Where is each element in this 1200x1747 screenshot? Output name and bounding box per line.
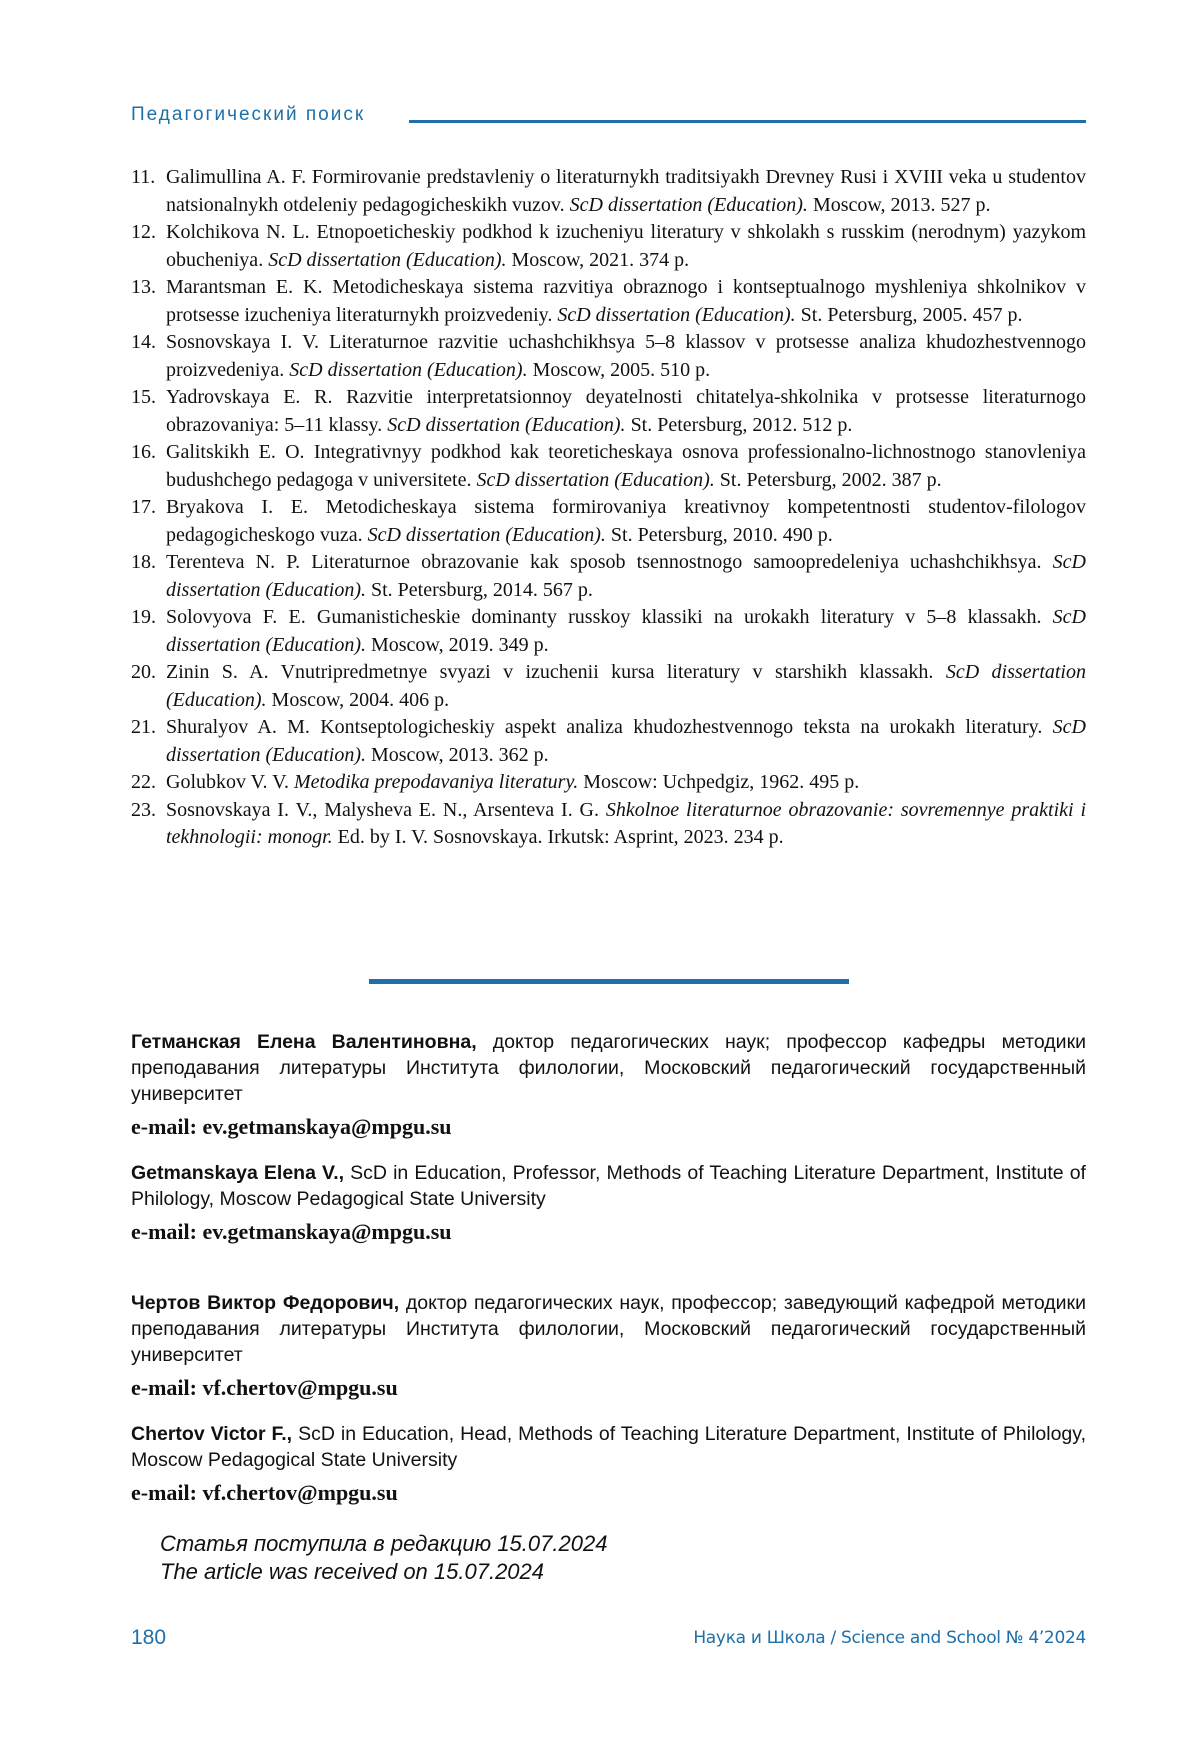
reference-number: 16. (131, 441, 156, 463)
reference-publication: St. Petersburg, 2002. 387 p. (714, 468, 942, 491)
reference-number: 19. (131, 606, 156, 628)
reference-source: ScD dissertation (Education). (557, 303, 796, 326)
reference-publication: Moscow, 2021. 374 p. (506, 248, 690, 271)
reference-authors-title: Bryakova I. E. Metodicheskaya sistema formirovaniya kreativnoy kompetentnosti studentov-filologov pedagogicheskogo vuza. (166, 496, 1086, 546)
reference-item (131, 797, 1086, 852)
page-number: 180 (131, 1626, 167, 1649)
reference-authors-title: Terenteva N. P. Literaturnoe obrazovanie kak sposob tsennostnogo samoopredeleniya uchashchikhsya. (166, 551, 1053, 573)
received-date-note (160, 1530, 607, 1586)
journal-section-title: Педагогический поиск (131, 104, 366, 125)
reference-source: ScD dissertation (Education). (367, 523, 606, 546)
reference-authors-title: Golubkov V. V. (166, 771, 295, 793)
reference-authors-title: Marantsman E. K. Metodicheskaya sistema razvitiya obraznogo i kontseptualnogo myshleniya shkolnikov v protsesse izucheniya literaturnykh proizvedeniy. (166, 276, 1086, 326)
reference-source: ScD dissertation (Education). (166, 551, 1086, 601)
reference-item (131, 439, 1086, 494)
reference-publication: Moscow, 2004. 406 p. (266, 688, 450, 711)
author-email: e-mail: ev.getmanskaya@mpgu.su (131, 1114, 452, 1139)
reference-source: Metodika prepodavaniya literatury. (294, 771, 579, 793)
reference-source: ScD dissertation (Education). (289, 358, 528, 381)
reference-authors-title: Solovyova F. E. Gumanisticheskie dominanty russkoy klassiki na urokakh literatury v 5–8 klassakh. (166, 606, 1053, 628)
reference-item (131, 549, 1086, 604)
reference-item (131, 219, 1086, 274)
reference-authors-title: Kolchikova N. L. Etnopoeticheskiy podkhod k izucheniyu literatury v shkolakh s russkim (nerodnym) yazykom obucheniya. (166, 221, 1086, 271)
reference-publication: St. Petersburg, 2010. 490 p. (605, 523, 833, 546)
reference-publication: Moscow, 2013. 527 p. (807, 193, 991, 216)
author-info-getmanskaya-ru (131, 1029, 1086, 1141)
author-description (131, 1029, 1086, 1107)
reference-source: ScD dissertation (Education). (387, 413, 626, 436)
reference-authors-title: Yadrovskaya E. R. Razvitie interpretatsionnoy deyatelnosti chitatelya-shkolnika v protsesse literaturnogo obrazovaniya: 5–11 klassy. (166, 386, 1086, 436)
reference-publication: Moscow, 2019. 349 p. (365, 633, 549, 656)
reference-publication: Moscow: Uchpedgiz, 1962. 495 p. (578, 771, 860, 793)
author-affiliation: доктор педагогических наук, профессор; заведующий кафедрой методики преподавания литературы Института филологии, Московский педагогический государственный университет (131, 1292, 1086, 1366)
reference-publication: Moscow, 2005. 510 p. (527, 358, 711, 381)
reference-number: 11. (131, 166, 156, 188)
reference-source: ScD dissertation (Education). (476, 468, 715, 491)
reference-item (131, 384, 1086, 439)
running-header (131, 104, 1086, 128)
reference-publication: St. Petersburg, 2014. 567 p. (365, 578, 593, 601)
reference-number: 13. (131, 276, 156, 298)
reference-number: 23. (131, 798, 156, 821)
reference-item (131, 494, 1086, 549)
reference-number: 12. (131, 221, 156, 243)
received-date-ru: Статья поступила в редакцию 15.07.2024 (160, 1531, 608, 1556)
reference-source: ScD dissertation (Education). (569, 193, 808, 216)
reference-item (131, 164, 1086, 219)
author-info-chertov-ru (131, 1290, 1086, 1402)
reference-authors-title: Galimullina A. F. Formirovanie predstavleniy o literaturnykh traditsiyakh Drevney Rusi i XVIII veka u studentov natsionalnykh otdeleniy pedagogicheskikh vuzov. (166, 166, 1086, 216)
author-info-getmanskaya-en (131, 1160, 1086, 1246)
reference-publication: Moscow, 2013. 362 p. (365, 743, 549, 766)
author-email: e-mail: ev.getmanskaya@mpgu.su (131, 1219, 452, 1244)
reference-number: 14. (131, 331, 156, 353)
section-divider (369, 979, 849, 984)
reference-authors-title: Sosnovskaya I. V. Literaturnoe razvitie uchashchikhsya 5–8 klassov v protsesse analiza khudozhestvennogo proizvedeniya. (166, 331, 1086, 381)
journal-footer: Наука и Школа / Science and School № 4’2024 (693, 1628, 1086, 1648)
reference-publication: Ed. by I. V. Sosnovskaya. Irkutsk: Asprint, 2023. 234 p. (332, 826, 784, 848)
author-name: Getmanskaya Elena V., (131, 1162, 345, 1184)
reference-source: ScD dissertation (Education). (268, 248, 507, 271)
author-description (131, 1290, 1086, 1368)
reference-source: ScD dissertation (Education). (166, 716, 1086, 766)
reference-number: 22. (131, 771, 156, 793)
reference-source: ScD dissertation (Education). (166, 606, 1086, 656)
reference-publication: St. Petersburg, 2012. 512 p. (625, 413, 853, 436)
reference-number: 17. (131, 496, 156, 518)
reference-source: Shkolnoe literaturnoe obrazovanie: sovremennye praktiki i tekhnologii: monogr. (166, 798, 1086, 848)
received-date-en: The article was received on 15.07.2024 (160, 1559, 545, 1584)
author-name: Гетманская Елена Валентиновна, (131, 1031, 477, 1053)
author-info-chertov-en (131, 1421, 1086, 1507)
author-email: e-mail: vf.chertov@mpgu.su (131, 1480, 398, 1505)
author-affiliation: доктор педагогических наук; профессор кафедры методики преподавания литературы Института филологии, Московский педагогический государственный университет (131, 1031, 1086, 1105)
reference-item (131, 659, 1086, 714)
reference-authors-title: Shuralyov A. M. Kontseptologicheskiy aspekt analiza khudozhestvennogo teksta na urokakh literatury. (166, 716, 1053, 738)
author-affiliation: ScD in Education, Head, Methods of Teaching Literature Department, Institute of Philology, Moscow Pedagogical State University (131, 1423, 1086, 1471)
author-name: Чертов Виктор Федорович, (131, 1292, 400, 1314)
header-rule (409, 120, 1086, 123)
reference-item (131, 329, 1086, 384)
reference-item (131, 769, 1086, 797)
author-description (131, 1160, 1086, 1212)
reference-authors-title: Zinin S. A. Vnutripredmetnye svyazi v izuchenii kursa literatury v starshikh klassakh. (166, 661, 946, 683)
reference-item (131, 274, 1086, 329)
reference-authors-title: Sosnovskaya I. V., Malysheva E. N., Arsenteva I. G. (166, 798, 606, 821)
reference-number: 18. (131, 551, 156, 573)
reference-source: ScD dissertation (Education). (166, 661, 1086, 711)
reference-authors-title: Galitskikh E. O. Integrativnyy podkhod kak teoreticheskaya osnova professionalno-lichnostnogo stanovleniya budushchego pedagoga v universitete. (166, 441, 1086, 491)
author-affiliation: ScD in Education, Professor, Methods of Teaching Literature Department, Institute of Philology, Moscow Pedagogical State University (131, 1162, 1086, 1210)
reference-item (131, 604, 1086, 659)
reference-list (131, 164, 1086, 852)
reference-number: 21. (131, 716, 156, 738)
author-email: e-mail: vf.chertov@mpgu.su (131, 1375, 398, 1400)
reference-item (131, 714, 1086, 769)
reference-publication: St. Petersburg, 2005. 457 p. (795, 303, 1023, 326)
reference-number: 15. (131, 386, 156, 408)
author-description (131, 1421, 1086, 1473)
author-name: Chertov Victor F., (131, 1423, 293, 1445)
reference-number: 20. (131, 661, 156, 683)
